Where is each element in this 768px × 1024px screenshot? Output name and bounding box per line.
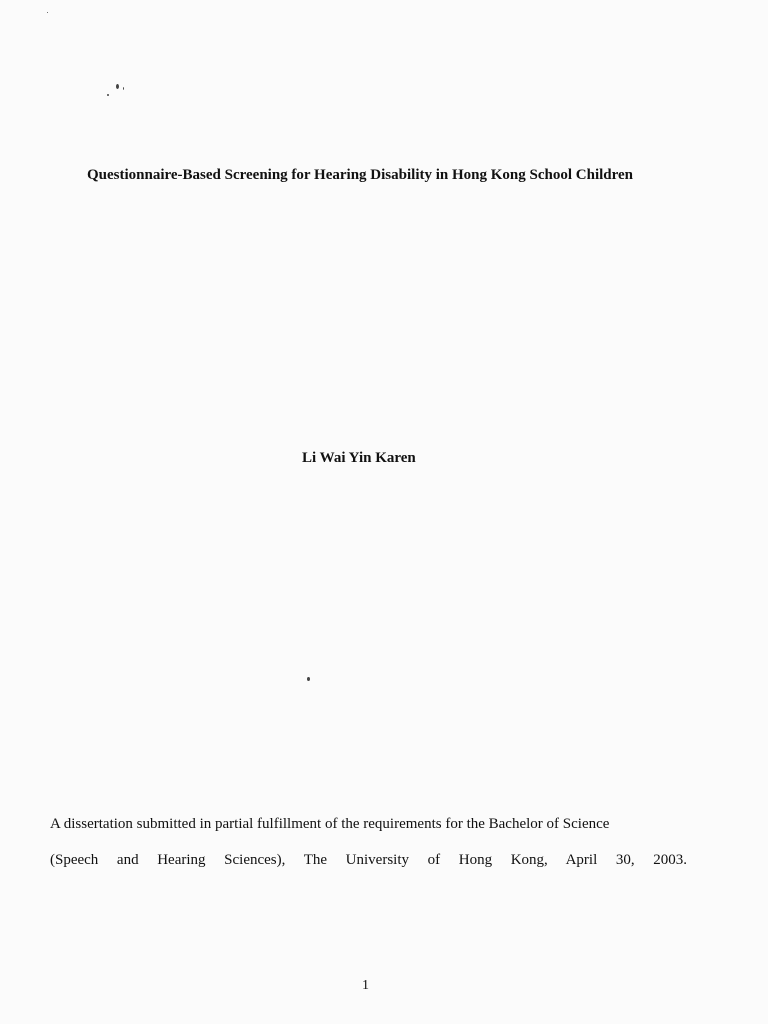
- page-number: 1: [362, 978, 369, 993]
- submission-statement-line-1: A dissertation submitted in partial fulfillment of the requirements for the Bachelor of Science: [50, 816, 610, 832]
- submission-statement-line-2: (Speech and Hearing Sciences), The University of Hong Kong, April 30, 2003.: [50, 852, 687, 868]
- scan-speck: [116, 84, 119, 89]
- document-title: Questionnaire-Based Screening for Hearing Disability in Hong Kong School Children: [86, 167, 634, 183]
- scan-speck: [107, 94, 109, 96]
- scan-speck: [47, 12, 48, 13]
- scan-speck: [123, 87, 124, 90]
- scan-speck: [307, 677, 310, 681]
- author-name: Li Wai Yin Karen: [302, 450, 416, 466]
